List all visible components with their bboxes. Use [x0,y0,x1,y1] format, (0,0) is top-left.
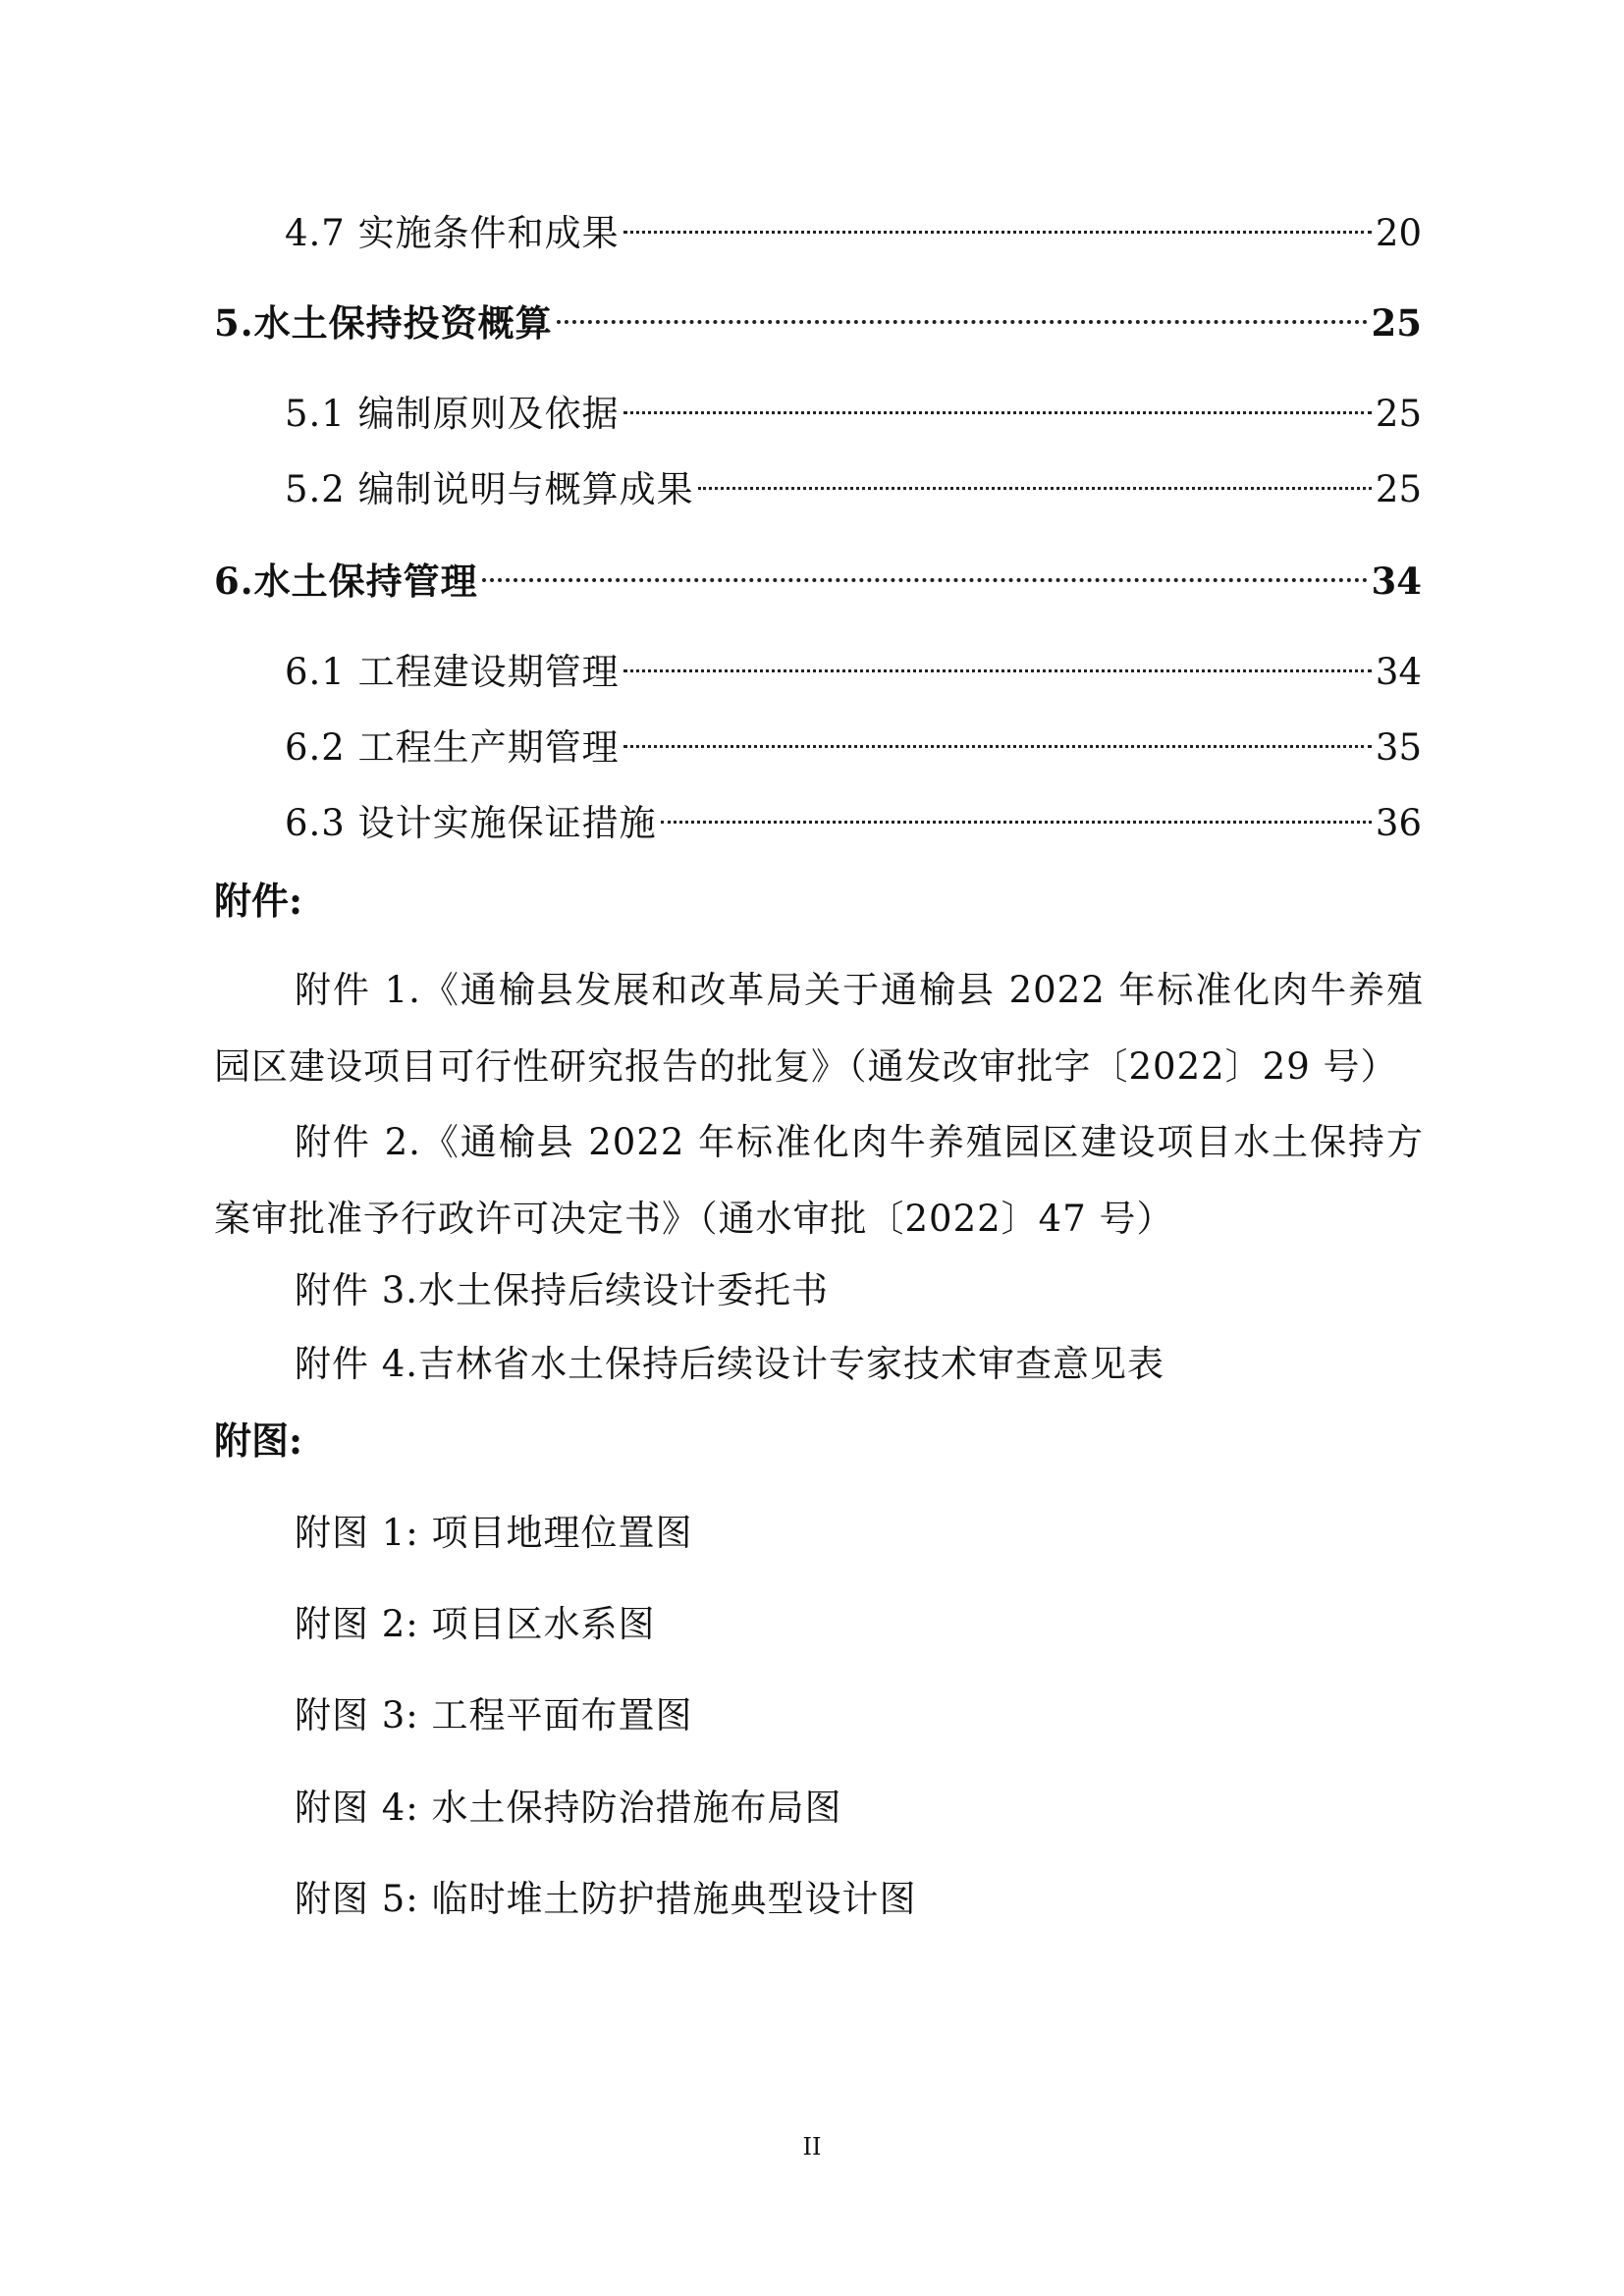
toc-leader-dots [482,545,1368,594]
figure-item: 附图 3: 工程平面布置图 [295,1694,693,1736]
attachment-item: 附件 3.水土保持后续设计委托书 [295,1269,830,1311]
attachment-item: 附件 4.吉林省水土保持后续设计专家技术审查意见表 [295,1343,1165,1385]
toc-entry-title: 6.水土保持管理 [214,560,478,603]
figure-item: 附图 2: 项目区水系图 [295,1603,656,1645]
page-number: II [802,2133,822,2161]
toc-entry-title: 5.2 编制说明与概算成果 [285,468,694,510]
toc-entry-page: 25 [1375,468,1422,510]
figures-heading: 附图: [214,1418,303,1463]
toc-leader-dots [623,711,1372,760]
toc-leader-dots [661,786,1372,835]
toc-chapter-entry[interactable] [214,287,1422,345]
toc-entry-page: 25 [1371,301,1422,345]
toc-leader-dots [557,287,1368,336]
toc-entry-page: 36 [1375,802,1422,844]
toc-entry-title: 6.2 工程生产期管理 [285,726,620,769]
toc-entry-page: 25 [1375,393,1422,435]
toc-entry-title: 6.1 工程建设期管理 [285,651,620,693]
toc-leader-dots [623,196,1372,245]
attachment-item: 附件 1.《通榆县发展和改革局关于通榆县 2022 年标准化肉牛养殖园区建设项目可行性研究报告的批复》（通发改审批字〔2022〕29 号） [214,969,1424,1088]
attachment-item: 附件 2.《通榆县 2022 年标准化肉牛养殖园区建设项目水土保持方案审批准予行政许可决定书》（通水审批〔2022〕47 号） [214,1121,1424,1240]
toc-leader-dots [698,453,1372,502]
toc-entry-title: 5.1 编制原则及依据 [285,393,620,435]
figure-item: 附图 4: 水土保持防治措施布局图 [295,1787,842,1829]
toc-leader-dots [623,377,1372,426]
toc-entry-page: 20 [1375,212,1422,254]
toc-entry[interactable] [285,196,1422,254]
toc-entry[interactable] [285,377,1422,435]
toc-entry[interactable] [285,786,1422,844]
figure-item: 附图 1: 项目地理位置图 [295,1512,693,1554]
toc-entry-title: 6.3 设计实施保证措施 [285,802,657,844]
attachments-heading: 附件: [214,879,303,923]
toc-entry[interactable] [285,635,1422,693]
toc-entry[interactable] [285,711,1422,769]
toc-entry-page: 34 [1371,560,1422,603]
toc-entry[interactable] [285,453,1422,510]
toc-chapter-entry[interactable] [214,545,1422,603]
toc-entry-page: 34 [1375,651,1422,693]
toc-entry-title: 4.7 实施条件和成果 [285,212,620,254]
figure-item: 附图 5: 临时堆土防护措施典型设计图 [295,1878,917,1920]
toc-entry-page: 35 [1375,726,1422,769]
toc-entry-title: 5.水土保持投资概算 [214,301,553,345]
toc-leader-dots [623,635,1372,684]
